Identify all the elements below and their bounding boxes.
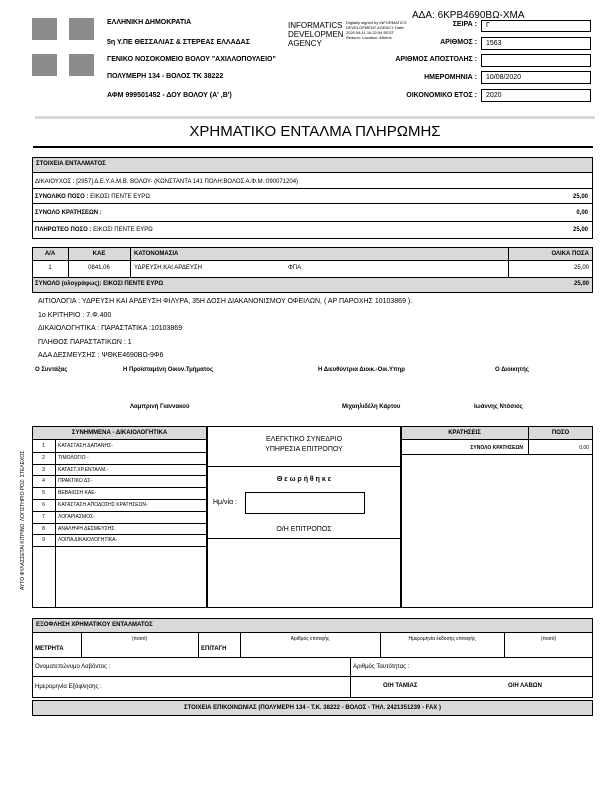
col-divider (350, 657, 351, 698)
divider (32, 676, 593, 677)
ada-top: ΑΔΑ: 6ΚΡΒ4690ΒΩ-ΧΜΑ (412, 10, 525, 21)
payment-id-no: Αριθμός Ταυτότητας : (353, 664, 410, 670)
payment-cheque-no: Αριθμός επιταγής (290, 636, 330, 642)
item-name: ΥΔΡΕΥΣΗ ΚΑΙ ΑΡΔΕΥΣΗ (134, 265, 202, 271)
amount-label-0: ΣΥΝΟΛΙΚΟ ΠΟΣΟ : (35, 194, 89, 200)
attached-row-text: ΚΑΤΑΣΤΑΣΗ ΔΑΠΑΝΗΣ- (58, 443, 113, 449)
amount-value-0: 25,00 (572, 194, 588, 200)
attached-row-number: 6 (42, 502, 45, 508)
items-header-kae: ΚΑΕ (92, 251, 106, 257)
attached-row-text: ΛΟΙΠΑ ΔΙΚΑΙΟΛΟΓΗΤΙΚΑ- (58, 537, 118, 544)
sign-role-0: Ο Συντάξας (35, 367, 68, 373)
amount-label-2: ΠΛΗΡΩΤΕΟ ΠΟΣΟ : (35, 227, 92, 233)
attached-row-text: ΠΡΑΚΤΙΚΟ ΔΣ- (58, 478, 92, 485)
divider (207, 466, 401, 467)
header-line3: ΓΕΝΙΚΟ ΝΟΣΟΚΟΜΕΙΟ ΒΟΛΟΥ "ΑΧΙΛΛΟΠΟΥΛΕΙΟ" (107, 56, 276, 63)
attached-row-number: 4 (42, 478, 45, 485)
hospital-cross-logo (32, 18, 94, 76)
meta-label-4: ΟΙΚΟΝΟΜΙΚΟ ΕΤΟΣ : (406, 92, 477, 99)
attached-row-divider (32, 499, 207, 500)
header-line1: ΕΛΛΗΝΙΚΗ ΔΗΜΟΚΡΑΤΙΑ (107, 19, 192, 26)
title-underline (33, 146, 593, 148)
items-header-name: ΚΑΤΟΝΟΜΑΣΙΑ (134, 251, 179, 257)
payment-poso2: (ποσό) (540, 636, 557, 642)
meta-label-1: ΑΡΙΘΜΟΣ : (440, 39, 477, 46)
audit-commissioner: Ο/Η ΕΠΙΤΡΟΠΟΣ (276, 526, 332, 533)
header-line2: 5η Υ.ΠΕ ΘΕΣΣΑΛΙΑΣ & ΣΤΕΡΕΑΣ ΕΛΛΑΔΑΣ (107, 39, 250, 46)
audit-date-field[interactable] (245, 492, 365, 514)
col-divider (130, 247, 131, 277)
attached-row-number: 7 (42, 513, 45, 520)
meta-label-3: ΗΜΕΡΟΜΗΝΙΑ : (424, 74, 477, 81)
divider (32, 657, 593, 658)
attached-row-number: 8 (42, 525, 45, 532)
ada-desmeusis: ΑΔΑ ΔΕΣΜΕΥΣΗΣ : ΨΘΚΕ4690ΒΩ-9Φ6 (38, 352, 164, 359)
amount-label-1: ΣΥΝΟΛΟ ΚΡΑΤΗΣΕΩΝ : (35, 210, 102, 216)
amount-row-2 (35, 227, 153, 233)
header-line4: ΠΟΛΥΜΕΡΗ 134 - ΒΟΛΟΣ ΤΚ 38222 (107, 73, 224, 80)
attached-row-number: 1 (42, 443, 45, 449)
divider (32, 203, 593, 204)
amount-row-0 (35, 194, 150, 200)
payment-poso1: (ποσό) (131, 636, 148, 642)
payment-cash-label: ΜΕΤΡΗΤΑ (35, 646, 64, 652)
meta-value-3: 10/08/2020 (481, 71, 591, 84)
footer-contact: ΣΤΟΙΧΕΙΑ ΕΠΙΚΟΙΝΩΝΙΑΣ (ΠΟΛΥΜΕΡΗ 134 - Τ.Κ. 38222 - ΒΟΛΟΣ - ΤΗΛ. 2421351239 - FAX ) (32, 700, 593, 716)
attached-row-number: 5 (42, 490, 45, 497)
attached-row-divider (32, 464, 207, 465)
sign-role-3: Ο Διοικητής (495, 367, 529, 373)
beneficiary: ΔΙΚΑΙΟΥΧΟΣ : [2957] Δ.Ε.Υ.Α.Μ.Β. ΒΟΛΟΥ- (ΚΩΝΣΤΑΝΤΑ 141 ΠΟΛΗ:ΒΟΛΟΣ Α.Φ.Μ.:090071204) (35, 179, 299, 185)
side-text: ΑΥΤΟ ΦΥΛΑΣΣΕΤΑΙ ΚΙΤΡΙΝΟ: ΛΟΓΙΣΤΗΡΙΟ ΡΟΖ: ΣΤΕΛΕΧΟΣ (20, 450, 26, 590)
attached-row-text: ΚΑΤΑΣΤΑΣΗ ΑΠΟΔΟΣΗΣ ΚΡΑΤΗΣΕΩΝ- (58, 502, 148, 508)
entalma-section-header: ΣΤΟΙΧΕΙΑ ΕΝΤΑΛΜΑΤΟΣ (32, 157, 593, 173)
attached-row-divider (32, 511, 207, 512)
col-divider (508, 247, 509, 277)
audit-block (207, 426, 401, 608)
amount-value-2: 25,00 (572, 227, 588, 233)
payment-title: ΕΞΟΦΛΗΣΗ ΧΡΗΜΑΤΙΚΟΥ ΕΝΤΑΛΜΑΤΟΣ (32, 618, 593, 633)
deductions-total-label: ΣΥΝΟΛΟ ΚΡΑΤΗΣΕΩΝ (470, 445, 523, 451)
audit-vised: Θ ε ω ρ ή θ η κ ε (276, 476, 332, 483)
aitiologia: ΑΙΤΙΟΛΟΓΙΑ : ΥΔΡΕΥΣΗ ΚΑΙ ΑΡΔΕΥΣΗ ΦΙΛΥΡΑ, 35Η ΔΟΣΗ ΔΙΑΚΑΝΟΝΙΣΜΟΥ ΟΦΕΙΛΩΝ, ( ΑΡ ΠΑΡΟΧΗΣ 10103869 ). (38, 298, 413, 305)
header-line5: ΑΦΜ 999501452 - ΔΟΥ ΒΟΛΟΥ (Α' ,Β') (107, 92, 232, 99)
title-bar (35, 116, 595, 119)
attached-row-divider (32, 523, 207, 524)
attached-row-number: 3 (42, 466, 45, 473)
audit-line1: ΕΛΕΓΚΤΙΚΟ ΣΥΝΕΔΡΙΟ (265, 436, 343, 443)
payment-cheque-label: ΕΠΙΤΑΓΗ (201, 646, 227, 652)
amount-row-1 (35, 210, 102, 216)
signature-note: Digitally signed by INFORMATICS DEVELOPMENT AGENCY Date: 2020.08.11 10:32:54 EEST Reason: Location: Athens (346, 20, 407, 40)
attached-title: ΣΥΝΗΜΜΕΝΑ - ΔΙΚΑΙΟΛΟΓΗΤΙΚΑ (32, 426, 207, 440)
page-title: ΧΡΗΜΑΤΙΚΟ ΕΝΤΑΛΜΑ ΠΛΗΡΩΜΗΣ (189, 123, 441, 140)
sign-name-2: Ιωάννης Ντόσιος (474, 404, 523, 410)
amount-words-2: ΕΙΚΟΣΙ ΠΕΝΤΕ ΕΥΡΩ (93, 227, 153, 233)
attached-row-divider (32, 546, 207, 547)
payment-recipient: Ονοματεπώνυμο Λαβόντος : (35, 664, 111, 670)
meta-label-0: ΣΕΙΡΑ : (452, 21, 477, 28)
sign-name-1: Μιχαηλιδέλη Κάρτου (342, 404, 401, 410)
col-divider (55, 440, 56, 608)
divider (32, 221, 593, 222)
sign-role-2: Η Διευθύντρια Διοικ.-Οικ.Υπηρ (318, 367, 405, 373)
dikaiologitika: ΔΙΚΑΙΟΛΟΓΗΤΙΚΑ : ΠΑΡΑΣΤΑΤΙΚΑ :10103869 (38, 325, 183, 332)
deductions-header-right: ΠΟΣΟ (551, 430, 570, 436)
attached-row-text: ΑΝΑΛΗΨΗ ΔΕΣΜΕΥΣΗΣ (58, 525, 115, 532)
amount-value-1: 0,00 (576, 210, 588, 216)
attached-row-text: ΤΙΜΟΛΟΓΙΟ - (58, 454, 89, 461)
divider (207, 538, 401, 539)
items-header-amount: ΟΛΙΚΑ ΠΟΣΑ (551, 251, 589, 257)
attached-row-number: 2 (42, 454, 45, 461)
agency-line3: AGENCY (288, 39, 322, 48)
items-total-value: 25,00 (573, 281, 589, 287)
deductions-header-left: ΚΡΑΤΗΣΕΙΣ (448, 430, 481, 436)
attached-row-number: 9 (42, 537, 45, 544)
agency-line2: DEVELOPMEN (288, 30, 344, 39)
item-amount: 25,00 (573, 265, 589, 271)
agency-line1: INFORMATICS (288, 21, 343, 30)
meta-value-1: 1563 (481, 37, 591, 50)
payment-date: Ημερομηνία Εξόφλησης : (35, 684, 102, 690)
payment-receiver: Ο/Η ΛΑΒΩΝ (508, 683, 542, 689)
item-extra: ΦΠΑ (288, 265, 302, 271)
meta-value-0: Γ (481, 20, 591, 32)
sign-name-0: Λαμπρινή Γιαννακού (130, 404, 190, 410)
col-divider (198, 633, 199, 657)
attached-row-text: ΛΟΓΑΡΙΑΣΜΟΣ- (58, 513, 95, 520)
items-header-aa: Α/Α (44, 251, 56, 257)
payment-cashier: Ο/Η ΤΑΜΙΑΣ (383, 683, 418, 689)
divider (401, 454, 593, 455)
audit-date-label: Ημ/νία : (213, 499, 238, 506)
item-aa: 1 (48, 265, 52, 271)
attached-row-divider (32, 475, 207, 476)
audit-line2: ΥΠΗΡΕΣΙΑ ΕΠΙΤΡΟΠΟΥ (265, 446, 343, 453)
payment-cheque-date: Ημερομηνία έκδοσης επιταγής (408, 636, 476, 642)
divider (32, 188, 593, 189)
item-kae: 0841.06 (88, 265, 110, 271)
attached-row-text: ΒΕΒΑΙΩΣΗ ΚΑΕ- (58, 490, 97, 497)
attached-row-text: ΚΑΤΑΣΤ.ΧΡ.ΕΝΤΑΛΜ.- (58, 466, 109, 473)
items-total-label: ΣΥΝΟΛΟ (ολογράφως): ΕΙΚΟΣΙ ΠΕΝΤΕ ΕΥΡΩ (35, 281, 164, 287)
attached-row-divider (32, 487, 207, 488)
meta-value-4: 2020 (481, 89, 591, 102)
sign-role-1: Η Προϊσταμένη Οικον.Τμήματος (123, 367, 214, 373)
meta-label-2: ΑΡΙΘΜΟΣ ΑΠΟΣΤΟΛΗΣ : (395, 56, 477, 63)
plithos: ΠΛΗΘΟΣ ΠΑΡΑΣΤΑΤΙΚΩΝ : 1 (38, 339, 132, 346)
attached-row-divider (32, 452, 207, 453)
kritirio: 1ο ΚΡΙΤΗΡΙΟ : 7.Φ.400 (38, 312, 112, 319)
meta-value-2 (481, 54, 591, 67)
attached-row-divider (32, 534, 207, 535)
amount-words-0: ΕΙΚΟΣΙ ΠΕΝΤΕ ΕΥΡΩ (90, 194, 150, 200)
deductions-total-value: 0,00 (579, 445, 589, 451)
